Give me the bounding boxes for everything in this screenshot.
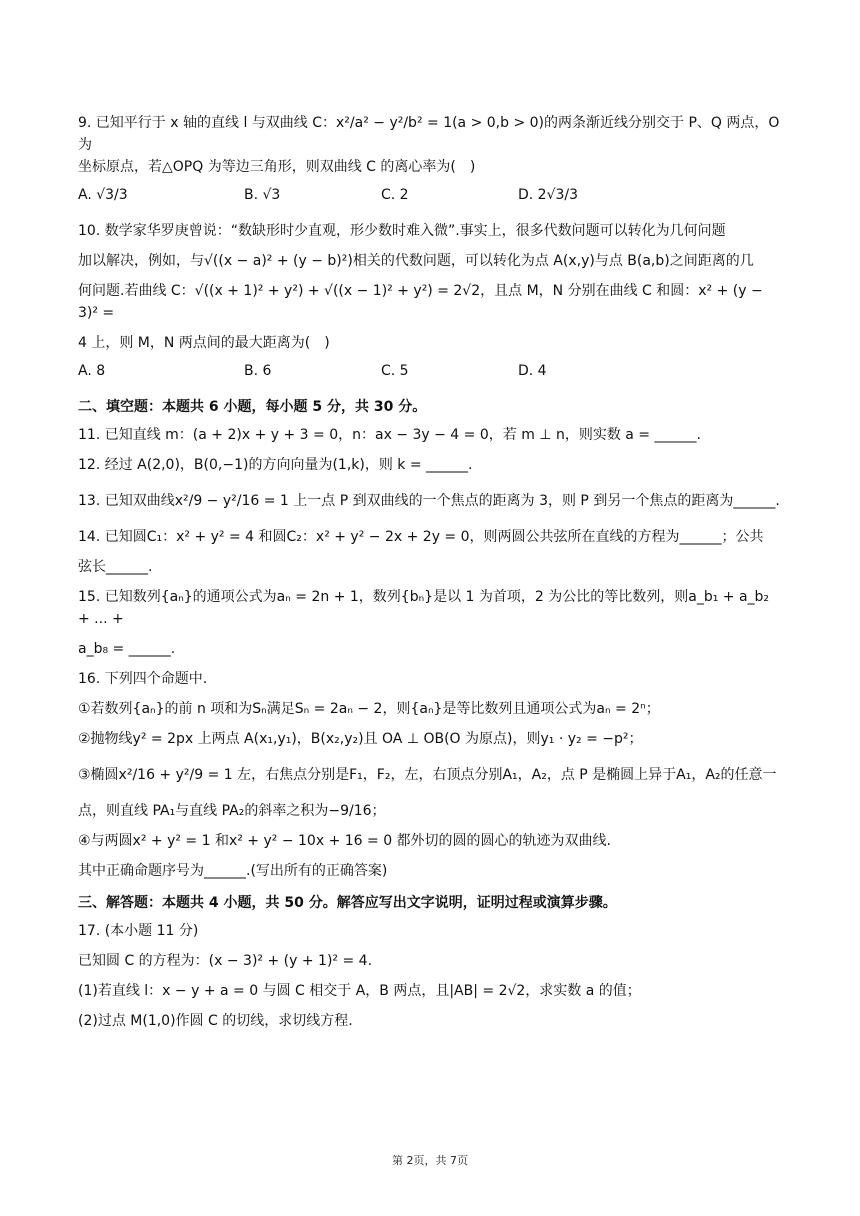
- page-footer: 第 2页，共 7页: [392, 1154, 468, 1167]
- question-17-given: 已知圆 C 的方程为：(x − 3)² + (y + 1)² = 4.: [78, 953, 373, 969]
- question-9-option-b: B. √3: [244, 187, 281, 203]
- question-16-proposition-4: ④与两圆x² + y² = 1 和x² + y² − 10x + 16 = 0 都外切的圆的圆心的轨迹为双曲线.: [78, 833, 612, 849]
- question-17-part-1: (1)若直线 l：x − y + a = 0 与圆 C 相交于 A，B 两点，且|AB| = 2√2，求实数 a 的值；: [78, 983, 641, 999]
- question-10-line-1: 10. 数学家华罗庚曾说：“数缺形时少直观，形少数时难入微”.事实上，很多代数问题可以转化为几何问题: [78, 223, 726, 239]
- question-17-part-2: (2)过点 M(1,0)作圆 C 的切线，求切线方程.: [78, 1013, 353, 1029]
- question-10-option-b: B. 6: [244, 363, 272, 379]
- question-16-proposition-1: ①若数列{aₙ}的前 n 项和为Sₙ满足Sₙ = 2aₙ − 2，则{aₙ}是等比数列且通项公式为aₙ = 2ⁿ；: [78, 701, 660, 717]
- section-heading-solutions: 三、解答题：本题共 4 小题，共 50 分。解答应写出文字说明，证明过程或演算步骤。: [78, 895, 617, 911]
- question-16-ask: 其中正确命题序号为______.(写出所有的正确答案): [78, 863, 388, 879]
- question-11: 11. 已知直线 m：(a + 2)x + y + 3 = 0，n：ax − 3y − 4 = 0，若 m ⊥ n，则实数 a = ______.: [78, 427, 701, 443]
- question-16-proposition-3-line-1: ③椭圆x²/16 + y²/9 = 1 左，右焦点分别是F₁，F₂，左，右顶点分别A₁，A₂，点 P 是椭圆上异于A₁，A₂的任意一: [78, 767, 777, 783]
- question-15-line-1: 15. 已知数列{aₙ}的通项公式为aₙ = 2n + 1，数列{bₙ}是以 1 为首项，2 为公比的等比数列，则a_b₁ + a_b₂ + ... +: [78, 589, 770, 627]
- question-14-line-1: 14. 已知圆C₁：x² + y² = 4 和圆C₂：x² + y² − 2x + 2y = 0，则两圆公共弦所在直线的方程为______；公共: [78, 529, 764, 545]
- question-16-proposition-3-line-2: 点，则直线 PA₁与直线 PA₂的斜率之积为−9/16；: [78, 803, 386, 819]
- question-10-line-3: 何问题.若曲线 C：√((x + 1)² + y²) + √((x − 1)² + y²) = 2√2，且点 M，N 分别在曲线 C 和圆：x² + (y − 3)² =: [78, 283, 763, 321]
- question-9-line-1: 9. 已知平行于 x 轴的直线 l 与双曲线 C：x²/a² − y²/b² = 1(a > 0,b > 0)的两条渐近线分别交于 P、Q 两点，O 为: [78, 115, 780, 153]
- question-9-option-d: D. 2√3/3: [518, 187, 579, 203]
- question-10-option-a: A. 8: [78, 363, 106, 379]
- question-14-line-2: 弦长______.: [78, 559, 153, 575]
- question-9-line-2: 坐标原点，若△OPQ 为等边三角形，则双曲线 C 的离心率为( ): [78, 159, 476, 175]
- question-10-line-2: 加以解决，例如，与√((x − a)² + (y − b)²)相关的代数问题，可以转化为点 A(x,y)与点 B(a,b)之间距离的几: [78, 253, 754, 269]
- section-heading-fill-in: 二、填空题：本题共 6 小题，每小题 5 分，共 30 分。: [78, 399, 427, 415]
- question-10-option-d: D. 4: [518, 363, 547, 379]
- question-9-option-a: A. √3/3: [78, 187, 128, 203]
- question-12: 12. 经过 A(2,0)，B(0,−1)的方向向量为(1,k)，则 k = ______.: [78, 457, 473, 473]
- question-10-option-c: C. 5: [381, 363, 409, 379]
- question-16-proposition-2: ②抛物线y² = 2px 上两点 A(x₁,y₁)，B(x₂,y₂)且 OA ⊥ OB(O 为原点)，则y₁ · y₂ = −p²；: [78, 731, 643, 747]
- question-9-options: [78, 184, 783, 206]
- page-content: [78, 112, 783, 1032]
- question-15-line-2: a_b₈ = ______.: [78, 641, 176, 657]
- question-16-intro: 16. 下列四个命题中.: [78, 671, 208, 687]
- question-13: 13. 已知双曲线x²/9 − y²/16 = 1 上一点 P 到双曲线的一个焦点的距离为 3，则 P 到另一个焦点的距离为______.: [78, 493, 780, 509]
- question-17-header: 17. (本小题 11 分): [78, 923, 199, 939]
- question-10-options: [78, 360, 783, 382]
- question-10-line-4: 4 上，则 M，N 两点间的最大距离为( ): [78, 335, 330, 351]
- question-9-option-c: C. 2: [381, 187, 409, 203]
